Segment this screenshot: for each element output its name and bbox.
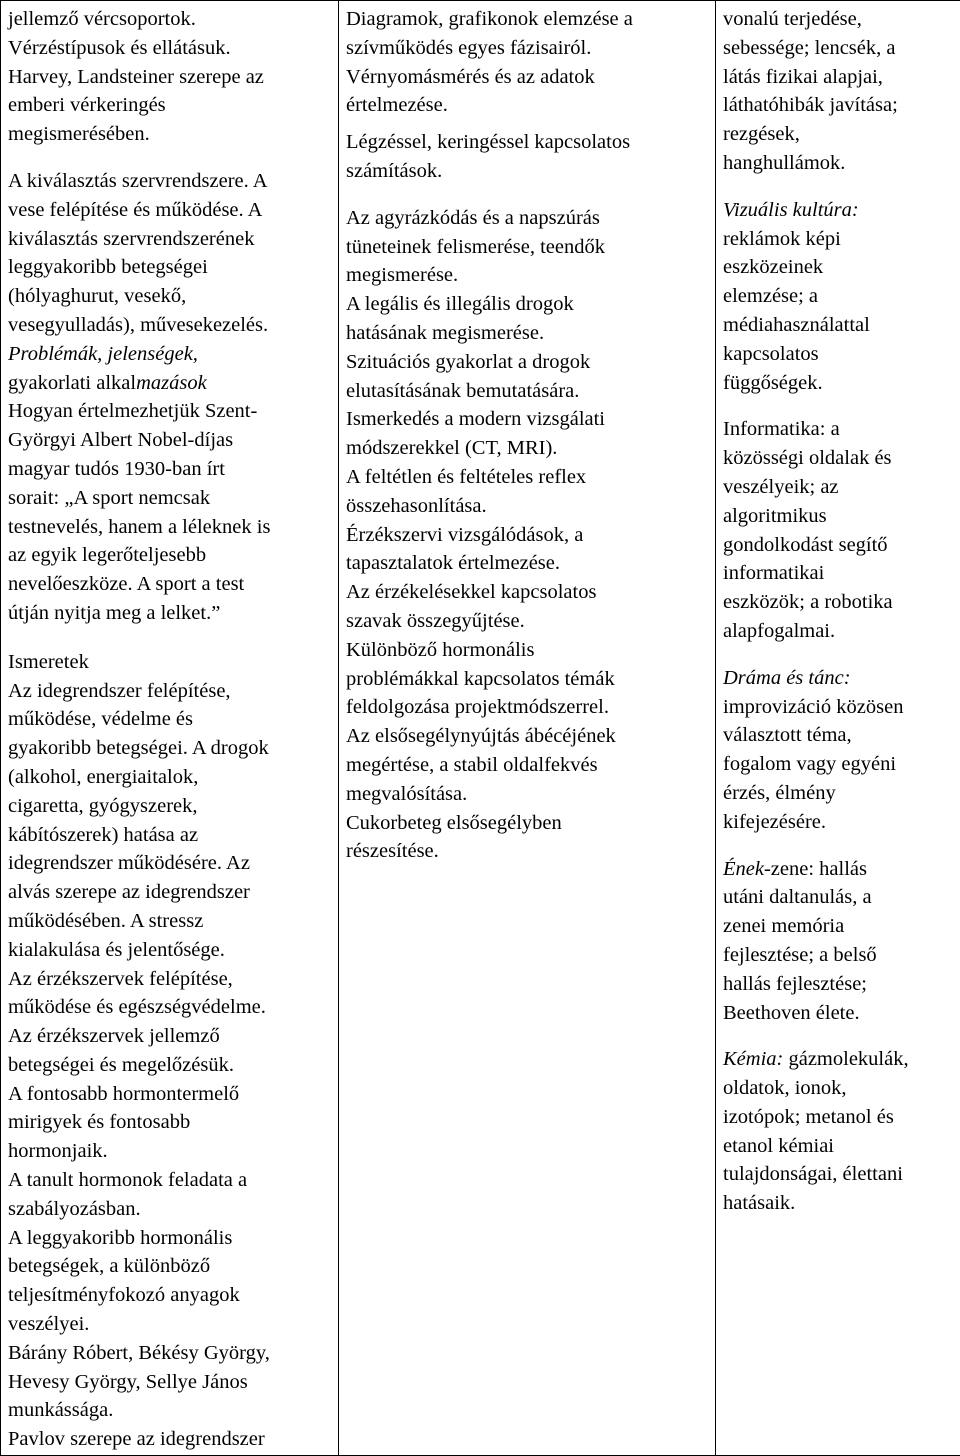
- problems-heading-line2b: mazások: [136, 371, 207, 394]
- problems-text: Hogyan értelmezhetjük Szent- Györgyi Albert Nobel-díjas magyar tudós 1930-ban írt sorait: „A sport nemcsak testnevelés, hanem a léleknek is az egyik legerőteljesebb nevelőeszköze. A sport a test útján nyitja meg a lelket.”: [8, 400, 271, 624]
- enek-label: Ének: [723, 857, 764, 880]
- activities-main-text: Az agyrázkódás és a napszúrás tüneteinek felismerése, teendők megismerése. A legális és illegális drogok hatásának megismerése. Szituációs gyakorlat a drogok elutasításának bemutatására. Ismerkedés a modern vizsgálati módszerekkel (CT, MRI). A feltétlen és feltételes reflex összehasonlítása. Érzékszervi vizsgálódások, a tapasztalatok értelmezése. Az érzékelésekkel kapcsolatos szavak összegyűjtése. Különböző hormonális problémákkal kapcsolatos témák feldolgozása projektmódszerrel. Az elsősegélynyújtás ábécéjének megértése, a stabil oldalfekvés megvalósítása. Cukorbeteg elsősegélyben részesítése.: [346, 206, 616, 863]
- connections-column: [716, 1, 960, 1456]
- enek-text: utáni daltanulás, a zenei memória fejlesztése; a belső hallás fejlesztése; Beethoven élete.: [723, 886, 877, 1024]
- kivalasztas-text: A kiválasztás szervrendszere. A vese felépítése és működése. A kiválasztás szervrendszerének leggyakoribb betegségei (hólyaghurut, vesekő, vesegyulladás), művesekezelés.: [8, 169, 269, 336]
- problems-heading: [8, 340, 332, 398]
- activities-calc-text: Légzéssel, keringéssel kapcsolatos számítások.: [346, 131, 631, 182]
- kemia-first-line: gázmolekulák,: [783, 1048, 909, 1071]
- activities-column: [339, 1, 716, 1456]
- vizualis-text: reklámok képi eszközeinek elemzése; a médiahasználattal kapcsolatos függőségek.: [723, 227, 870, 394]
- drama-label: Dráma és tánc:: [723, 666, 851, 689]
- knowledge-column: [1, 1, 339, 1456]
- kemia-label: Kémia:: [723, 1048, 784, 1071]
- kemia-text: oldatok, ionok, izotópok; metanol és etanol kémiai tulajdonságai, élettani hatásaik.: [723, 1077, 903, 1215]
- problems-heading-line1: Problémák, jelenségek,: [8, 342, 198, 365]
- ismeretek-text: Az idegrendszer felépítése, működése, védelme és gyakoribb betegségei. A drogok (alkohol, energiaitalok, cigaretta, gyógyszerek, kábítószerek) hatása az idegrendszer működésére. Az alvás szerepe az idegrendszer működésében. A stressz kialakulása és jelentősége. Az érzékszervek felépítése, működése és egészségvédelme. Az érzékszervek jellemző betegségei és megelőzésük. A fontosabb hormontermelő mirigyek és fontosabb hormonjaik. A tanult hormonok feladata a szabályozásban. A leggyakoribb hormonális betegségek, a különböző teljesítményfokozó anyagok veszélyei. Bárány Róbert, Békésy György, Hevesy György, Sellye János munkássága. Pavlov szerepe az idegrendszer: [8, 679, 270, 1451]
- physics-text: vonalú terjedése, sebessége; lencsék, a látás fizikai alapjai, láthatóhibák javítása; rezgések, hanghullámok.: [723, 8, 898, 174]
- problems-heading-line2a: gyakorlati alkal: [8, 371, 137, 394]
- intro-text: jellemző vércsoportok. Vérzéstípusok és ellátásuk. Harvey, Landsteiner szerepe az emberi vérkeringés megismerésében.: [8, 8, 264, 146]
- table-row: [1, 1, 960, 1456]
- drama-text: improvizáció közösen választott téma, fogalom vagy egyéni érzés, élmény kifejezésére.: [723, 695, 904, 833]
- activities-diagram-text: Diagramok, grafikonok elemzése a szívműködés egyes fázisairól. Vérnyomásmérés és az adatok értelmezése.: [346, 8, 633, 117]
- enek-first-line: -zene: hallás: [763, 857, 867, 880]
- vizualis-label: Vizuális kultúra:: [723, 198, 859, 221]
- informatika-text: Informatika: a közösségi oldalak és veszélyeik; az algoritmikus gondolkodást segítő informatikai eszközök; a robotika alapfogalmai.: [723, 418, 893, 642]
- ismeretek-heading: Ismeretek: [8, 650, 89, 673]
